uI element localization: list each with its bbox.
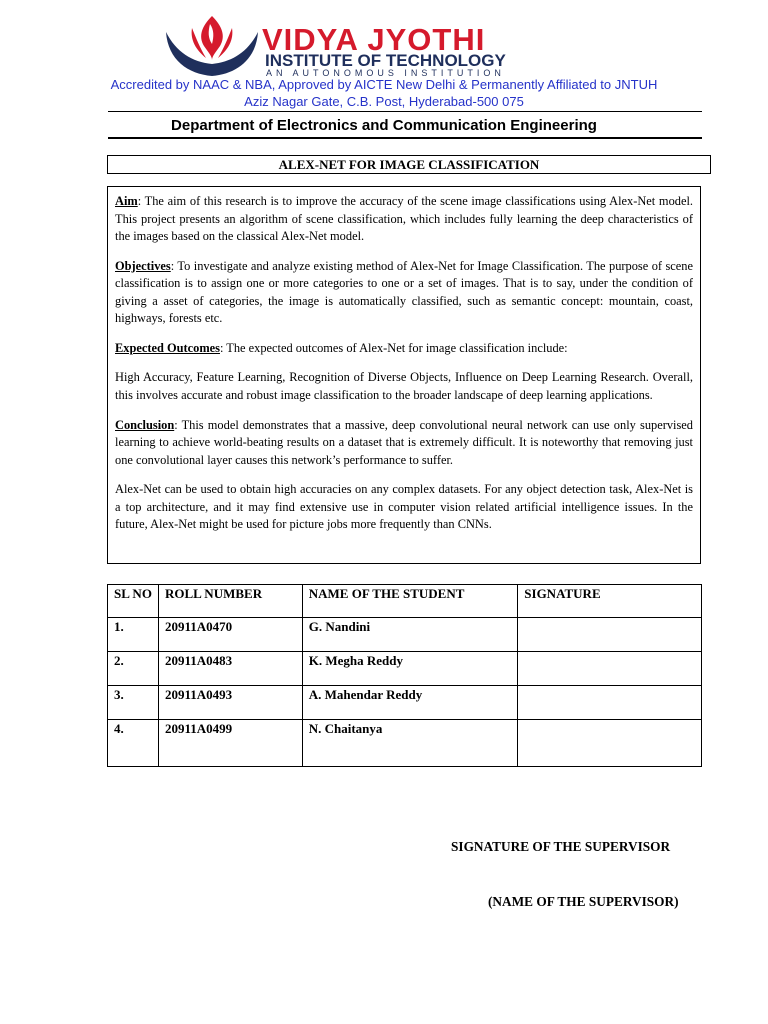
table-row [108,652,702,686]
cell-sl-no: 2. [108,652,159,686]
objectives-text: : To investigate and analyze existing method of Alex-Net for Image Classification. The purpose of scene classification is to assign one or more categories to one or a set of images. That is to say, under the condition of giving a asset of categories, the image is automatically classified, such as semantic concept: mountain, coast, highways, forests etc. [115,258,693,326]
cell-signature [518,720,702,767]
project-title: ALEX-NET FOR IMAGE CLASSIFICATION [107,155,711,174]
header-divider-bold [108,137,702,139]
table-row [108,618,702,652]
cell-sl-no: 3. [108,686,159,720]
cell-roll-number: 20911A0483 [158,652,302,686]
conclusion-label: Conclusion [115,417,175,432]
cell-sl-no: 4. [108,720,159,767]
cell-sl-no: 1. [108,618,159,652]
department-title: Department of Electronics and Communication Engineering [171,117,597,134]
cell-signature [518,618,702,652]
conclusion-text: : This model demonstrates that a massive, deep convolutional neural network can use only supervised learning to achieve world-beating results on a dataset that is extremely difficult. It is noteworthy that removing just one convolutional layer causes this network’s performance to suffer. [115,417,693,467]
header-student-name: NAME OF THE STUDENT [302,585,518,618]
cell-roll-number: 20911A0499 [158,720,302,767]
cell-roll-number: 20911A0493 [158,686,302,720]
table-row [108,720,702,767]
header-roll-number: ROLL NUMBER [158,585,302,618]
cell-student-name: A. Mahendar Reddy [302,686,518,720]
brand-tagline: AN AUTONOMOUS INSTITUTION [266,68,505,78]
table-row [108,686,702,720]
final-paragraph: Alex-Net can be used to obtain high accuracies on any complex datasets. For any object detection task, Alex-Net is a top architecture, and it may find extensive use in computer vision related artificial intelligence issues. In the future, Alex-Net might be used for picture jobs more frequently than CNNs. [115,482,693,532]
brand-subtitle: INSTITUTE OF TECHNOLOGY [265,51,506,70]
cell-student-name: N. Chaitanya [302,720,518,767]
conclusion-paragraph [115,417,693,470]
outcomes-text: : The expected outcomes of Alex-Net for image classification include: [219,340,568,355]
cell-signature [518,652,702,686]
brand-name: VIDYA JYOTHI [262,22,486,57]
supervisor-signature-label: SIGNATURE OF THE SUPERVISOR [451,839,671,854]
outcomes-detail: High Accuracy, Feature Learning, Recognition of Diverse Objects, Influence on Deep Learning Research. Overall, this involves accurate and robust image classification to the broader landscape of deep learning applications. [115,370,693,403]
accreditation-line: Accredited by NAAC & NBA, Approved by AICTE New Delhi & Permanently Affiliated to JNTUH [110,77,658,92]
table-header-row [108,585,702,618]
cell-student-name: G. Nandini [302,618,518,652]
aim-label: Aim [115,194,138,208]
outcomes-paragraph [115,340,693,358]
aim-paragraph [115,193,693,246]
header-divider [108,111,702,112]
address-line: Aziz Nagar Gate, C.B. Post, Hyderabad-500 075 [244,94,524,109]
cell-signature [518,686,702,720]
objectives-paragraph [115,258,693,328]
students-table [107,584,702,767]
cell-roll-number: 20911A0470 [158,618,302,652]
supervisor-name-label: (NAME OF THE SUPERVISOR) [488,894,679,909]
institute-logo [162,12,262,78]
objectives-label: Objectives [115,258,171,273]
cell-student-name: K. Megha Reddy [302,652,518,686]
outcomes-label: Expected Outcomes [115,340,220,355]
aim-text: : The aim of this research is to improve the accuracy of the scene image classifications using Alex-Net model. This project presents an algorithm of scene classification, which includes fully learning the deep characteristics of the images based on the classical Alex-Net model. [115,194,693,244]
header-sl-no: SL NO [108,585,159,618]
abstract-box [107,186,701,564]
header-signature: SIGNATURE [518,585,702,618]
